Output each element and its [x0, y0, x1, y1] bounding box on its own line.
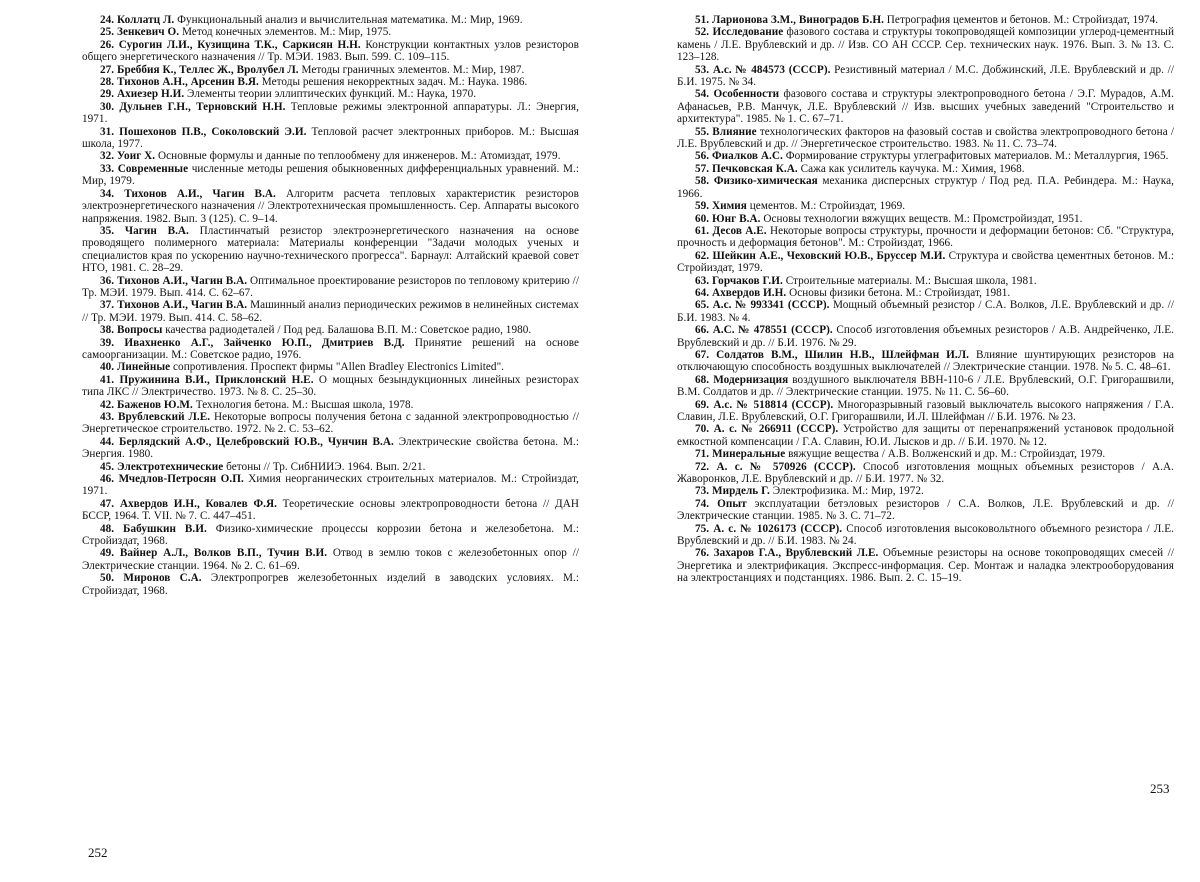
reference-number: 62.: [695, 249, 710, 262]
reference-author: Печковская К.А.: [712, 162, 798, 175]
reference-item: [677, 175, 1174, 200]
reference-number: 58.: [695, 175, 710, 188]
reference-item: [82, 436, 579, 461]
reference-item: [82, 473, 579, 498]
reference-author: Мчедлов-Петросян О.П.: [118, 473, 244, 486]
reference-item: [82, 547, 579, 572]
reference-number: 51.: [695, 14, 710, 26]
reference-number: 73.: [695, 485, 710, 498]
reference-number: 27.: [100, 63, 115, 76]
reference-item: [677, 523, 1174, 548]
reference-item: [677, 448, 1174, 460]
reference-item: [82, 411, 579, 436]
reference-author: Ахвердов И.Н.: [712, 286, 787, 299]
reference-number: 56.: [695, 150, 710, 163]
reference-item: [82, 361, 579, 373]
reference-item: [677, 299, 1174, 324]
reference-number: 71.: [695, 448, 710, 461]
reference-text: Метод конечных элементов. М.: Мир, 1975.: [181, 26, 392, 39]
reference-item: [82, 126, 579, 151]
reference-author: Фиалков А.С.: [712, 150, 783, 163]
reference-text: Машинный анализ периодических режимов в нелинейных системах // Тр. МЭИ. 1979. Вып. 414. С. 58–62.: [82, 299, 579, 324]
reference-author: Модернизация: [713, 373, 789, 386]
reference-text: Физико-химические процессы коррозии бетона и железобетона. М.: Стройиздат, 1968.: [82, 522, 579, 548]
reference-text: Функциональный анализ и вычислительная математика. М.: Мир, 1969.: [177, 14, 523, 26]
reference-number: 28.: [100, 76, 115, 89]
reference-item: [82, 374, 579, 399]
reference-text: Способ изготовления объемных резисторов / А.В. Андрейченко, Л.Е. Врублевский и др. // Б.И. 1976. № 29.: [677, 324, 1174, 349]
reference-number: 26.: [100, 38, 115, 51]
reference-number: 63.: [695, 274, 710, 287]
reference-author: Берлядский А.Ф., Целебровский Ю.В., Чунчин В.А.: [119, 435, 394, 448]
reference-text: Основы технологии вяжущих веществ. М.: Промстройиздат, 1951.: [763, 212, 1083, 225]
reference-text: Электрофизика. М.: Мир, 1972.: [772, 485, 924, 498]
reference-text: Способ изготовления мощных объемных резисторов / А.А. Жаворонков, Л.Е. Врублевский и др. // Б.И. 1977. № 32.: [677, 460, 1174, 486]
reference-author: Зенкевич О.: [117, 26, 180, 39]
reference-author: Ивахненко А.Г., Зайченко Ю.П., Дмитриев В.Д.: [124, 336, 405, 349]
reference-author: Тихонов А.И., Чагин В.А.: [124, 187, 276, 200]
reference-author: Миронов С.А.: [123, 572, 202, 585]
reference-number: 39.: [100, 336, 115, 349]
reference-author: Особенности: [713, 88, 780, 101]
reference-text: Объемные резисторы на основе токопроводящих смесей // Энергетика и электрификация. Экспресс-информация. Сер. Монтаж и наладка электрооборудования на электростанциях и подстанциях. 1986. Вып. 2. С. 15–19.: [677, 547, 1174, 585]
reference-author: Линейные: [117, 361, 171, 374]
reference-item: [677, 88, 1174, 125]
reference-number: 34.: [100, 187, 115, 200]
reference-author: Сурогин Л.И., Кузищина Т.К., Саркисян Н.Н.: [118, 38, 361, 51]
reference-author: Юнг В.А.: [712, 212, 761, 225]
reference-number: 32.: [100, 150, 115, 163]
reference-number: 75.: [695, 522, 710, 535]
reference-text: технологических факторов на фазовый состав и свойства электропроводного бетона / Л.Е. Врублевский и др. // Энергетическое строительство. 1983. № 11. С. 73–74.: [677, 125, 1174, 151]
reference-author: Десов А.Е.: [712, 224, 767, 237]
reference-item: [677, 250, 1174, 275]
reference-text: Алгоритм расчета тепловых характеристик резисторов электроэнергетического назначения // Электротехническая промышленность. Сер. Аппараты высокого напряжения. 1982. Вып. 3 (125). С. 9–14.: [82, 187, 579, 225]
reference-text: Оптимальное проектирование резисторов по тепловому критерию // Тр. МЭИ. 1979. Вып. 414. С. 62–67.: [82, 274, 579, 299]
reference-text: Методы решения некорректных задач. М.: Наука. 1986.: [261, 76, 528, 89]
reference-number: 25.: [100, 26, 115, 39]
reference-item: [82, 39, 579, 64]
reference-author: А.с. № 484573 (СССР).: [712, 63, 831, 76]
reference-number: 68.: [695, 373, 710, 386]
reference-author: Захаров Г.А., Врублевский Л.Е.: [713, 547, 879, 560]
reference-item: [677, 324, 1174, 349]
reference-number: 48.: [100, 522, 115, 535]
reference-number: 52.: [695, 26, 710, 39]
reference-author: А.с. № 518814 (СССР).: [713, 398, 834, 411]
reference-number: 54.: [695, 88, 710, 101]
reference-item: [82, 188, 579, 225]
reference-item: [82, 76, 579, 88]
reference-number: 44.: [100, 435, 115, 448]
reference-item: [677, 26, 1174, 63]
reference-text: Резистивный материал / М.С. Добжинский, Л.Е. Врублевский и др. // Б.И. 1975. № 34.: [677, 63, 1175, 89]
reference-number: 70.: [695, 423, 710, 436]
reference-number: 65.: [695, 299, 710, 312]
page-number-left: 252: [88, 845, 108, 860]
reference-item: [82, 523, 579, 548]
reference-author: Вопросы: [117, 324, 163, 337]
reference-item: [82, 14, 579, 26]
reference-author: Химия: [712, 200, 747, 213]
reference-number: 50.: [100, 572, 115, 585]
reference-number: 64.: [695, 286, 710, 299]
reference-item: [82, 101, 579, 126]
reference-text: Структура и свойства цементных бетонов. М.: Стройиздат, 1979.: [677, 249, 1174, 275]
reference-number: 49.: [100, 547, 115, 560]
reference-number: 46.: [100, 473, 115, 486]
reference-item: [677, 14, 1174, 26]
reference-item: [677, 374, 1174, 399]
reference-item: [677, 64, 1174, 89]
reference-text: Принятие решений на основе самоорганизации. М.: Советское радио, 1976.: [82, 336, 580, 361]
reference-text: Основные формулы и данные по теплообмену для инженеров. М.: Атомиздат, 1979.: [158, 150, 561, 163]
reference-list-right: [677, 14, 1174, 585]
page-number-right: 253: [1150, 781, 1170, 796]
reference-item: [82, 461, 579, 473]
reference-item: [82, 324, 579, 336]
reference-author: Вайнер А.Л., Волков В.П., Тучин В.И.: [119, 547, 328, 560]
reference-item: [82, 26, 579, 38]
reference-item: [677, 126, 1174, 151]
reference-author: Дульнев Г.Н., Терновский Н.Н.: [119, 100, 286, 113]
reference-text: численные методы решения обыкновенных дифференциальных уравнений. М.: Мир, 1979.: [82, 162, 579, 188]
reference-text: цементов. М.: Стройиздат, 1969.: [749, 200, 906, 213]
reference-text: Основы физики бетона. М.: Стройиздат, 1981.: [789, 286, 1011, 299]
reference-author: Ахиезер Н.И.: [117, 88, 185, 101]
reference-author: Электротехнические: [117, 460, 224, 473]
reference-text: Технология бетона. М.: Высшая школа, 1978.: [195, 398, 414, 411]
reference-number: 76.: [695, 547, 710, 560]
reference-author: Ахвердов И.Н., Ковалев Ф.Я.: [119, 497, 277, 510]
reference-item: [82, 498, 579, 523]
reference-number: 60.: [695, 212, 710, 225]
reference-item: [677, 163, 1174, 175]
reference-item: [677, 498, 1174, 523]
reference-number: 59.: [695, 200, 710, 213]
reference-text: механика дисперсных структур / Под ред. П.А. Ребиндера. М.: Наука, 1966.: [677, 175, 1174, 200]
reference-author: А.с. № 993341 (СССР).: [712, 299, 830, 312]
reference-item: [677, 423, 1174, 448]
reference-text: фазового состава и структуры электропроводного бетона / Э.Г. Мурадов, А.М. Афанасьев, Р.В. Манчук, Л.Е. Врублевский // Изв. высших учебных заведений "Строительство и архитектура". 1985. № 1. С. 67–71.: [677, 88, 1174, 126]
reference-text: Конструкции контактных узлов резисторов общего энергетического назначения // Тр. МЭИ. 1983. Вып. 599. С. 109–115.: [82, 38, 579, 64]
reference-author: Исследование: [712, 26, 784, 39]
reference-author: Опыт: [717, 497, 747, 510]
reference-item: [82, 399, 579, 411]
reference-text: Отвод в землю токов с железобетонных опор // Электрические станции. 1964. № 2. С. 61–69.: [82, 547, 579, 572]
reference-author: Пружинина В.И., Приклонский Н.Е.: [119, 373, 314, 386]
reference-number: 29.: [100, 88, 115, 101]
reference-item: [82, 163, 579, 188]
reference-text: сопротивления. Проспект фирмы "Allen Bradley Electronics Limited".: [173, 361, 505, 374]
reference-number: 66.: [695, 324, 710, 337]
reference-text: Методы граничных элементов. М.: Мир, 1987.: [301, 63, 525, 76]
reference-number: 43.: [100, 411, 115, 423]
reference-item: [82, 88, 579, 100]
reference-text: Некоторые вопросы структуры, прочности и деформации бетонов: Сб. "Структура, прочность и деформация бетонов". М.: Стройиздат, 1966.: [677, 224, 1174, 250]
reference-text: Формирование структуры углеграфитовых материалов. М.: Металлургия, 1965.: [785, 150, 1169, 163]
reference-author: Чагин В.А.: [124, 224, 189, 237]
reference-number: 67.: [695, 348, 710, 361]
reference-number: 35.: [100, 224, 115, 237]
reference-text: Петрография цементов и бетонов. М.: Стройиздат, 1974.: [886, 14, 1159, 26]
reference-text: Многоразрывный газовый выключатель высокого напряжения / Г.А. Славин, Л.Е. Врублевский, О.Г. Григорашвили, И.Л. Шлейфман // Б.И. 1976. № 23.: [677, 398, 1174, 423]
reference-item: [677, 349, 1174, 374]
reference-item: [677, 485, 1174, 497]
reference-text: Электропрогрев железобетонных изделий в заводских условиях. М.: Стройиздат, 1968.: [82, 572, 579, 597]
reference-author: Бабушкин В.И.: [123, 522, 207, 535]
reference-author: Горчаков Г.И.: [712, 274, 783, 287]
reference-number: 40.: [100, 361, 115, 374]
reference-text: Элементы теории эллиптических функций. М.: Наука, 1970.: [187, 88, 477, 101]
reference-author: Ларионова З.М., Виноградов Б.Н.: [712, 14, 884, 26]
reference-author: Влияние: [712, 125, 757, 138]
reference-number: 24.: [100, 14, 115, 26]
reference-author: Бреббия К., Теллес Ж., Вролубел Л.: [117, 63, 299, 76]
reference-text: бетоны // Тр. СибНИИЭ. 1964. Вып. 2/21.: [226, 460, 426, 473]
reference-author: А. с. № 1026173 (СССР).: [713, 522, 843, 535]
reference-item: [82, 150, 579, 162]
reference-number: 33.: [100, 162, 115, 175]
reference-text: Сажа как усилитель каучука. М.: Химия, 1968.: [800, 162, 1025, 175]
reference-author: Пошехонов П.В., Соколовский Э.И.: [119, 125, 307, 138]
reference-author: Тихонов А.И., Чагин В.А.: [117, 299, 248, 312]
reference-number: 31.: [100, 125, 115, 138]
reference-text: воздушного выключателя ВВН-110-6 / Л.Е. Врублевский, О.Г. Григорашвили, В.М. Солдатов и др. // Электрические станции. 1975. № 11. С. 56–60.: [677, 373, 1174, 399]
reference-item: [82, 572, 579, 597]
reference-item: [677, 399, 1174, 424]
reference-text: фазового состава и структуры токопроводящей композиции углерод-цементный камень / Л.Е. Врублевский и др. // Изв. СО АН СССР. Сер. технических наук. 1976. Вып. 3. № 13. С. 123–128.: [677, 26, 1174, 64]
reference-number: 53.: [695, 63, 710, 76]
reference-number: 69.: [695, 398, 710, 411]
reference-number: 38.: [100, 324, 115, 337]
reference-text: Электрические свойства бетона. М.: Энергия. 1980.: [82, 435, 579, 461]
reference-text: Устройство для защиты от перенапряжений установок продольной емкостной компенсации / Г.А. Славин, Ю.И. Лысков и др. // Б.И. 1970. № 12.: [677, 423, 1174, 448]
reference-author: А.С. № 478551 (СССР).: [712, 324, 833, 337]
reference-author: Физико-химическая: [713, 175, 818, 188]
reference-number: 57.: [695, 162, 710, 175]
reference-author: Баженов Ю.М.: [117, 398, 193, 411]
reference-number: 42.: [100, 398, 115, 411]
left-page: [82, 14, 579, 597]
reference-author: Мирдель Г.: [712, 485, 770, 498]
reference-item: [82, 225, 579, 275]
reference-author: Коллатц Л.: [117, 14, 175, 26]
reference-text: Строительные материалы. М.: Высшая школа, 1981.: [785, 274, 1037, 287]
reference-number: 41.: [100, 373, 115, 386]
reference-text: Влияние шунтирующих резисторов на отключающую способность воздушных выключателей // Электрические станции. 1978. № 5. С. 48–61.: [677, 348, 1175, 374]
reference-author: Солдатов В.М., Шилин Н.В., Шлейфман И.Л.: [716, 348, 969, 361]
right-page: [677, 14, 1174, 585]
reference-text: вяжущие вещества / А.В. Волженский и др. М.: Стройиздат, 1979.: [788, 448, 1106, 461]
reference-text: эксплуатации бетэловых резисторов / С.А. Волков, Л.Е. Врублевский и др. // Электрические станции. 1985. № 3. С. 71–72.: [677, 497, 1174, 523]
reference-item: [677, 287, 1174, 299]
reference-author: Тихонов А.Н., Арсенин В.Я.: [117, 76, 259, 89]
reference-item: [677, 461, 1174, 486]
reference-author: Минеральные: [712, 448, 786, 461]
reference-author: Врублевский Л.Е.: [118, 411, 211, 423]
reference-text: О мощных безындукционных линейных резисторах типа ЛКС // Электричество. 1973. № 8. С. 25–30.: [82, 373, 579, 399]
reference-author: А. с. № 266911 (СССР).: [713, 423, 839, 436]
reference-text: Тепловые режимы электронной аппаратуры. Л.: Энергия, 1971.: [82, 100, 579, 126]
reference-author: Тихонов А.И., Чагин В.А.: [117, 274, 248, 287]
reference-number: 55.: [695, 125, 710, 138]
reference-number: 72.: [695, 460, 710, 473]
reference-text: Теоретические основы электропроводности бетона // ДАН БССР, 1964. Т. VII. № 7. С. 447–451.: [82, 497, 579, 523]
reference-author: А. с. № 570926 (СССР).: [716, 460, 856, 473]
reference-number: 36.: [100, 274, 115, 287]
reference-number: 30.: [100, 100, 115, 113]
reference-item: [677, 200, 1174, 212]
reference-number: 37.: [100, 299, 115, 312]
reference-text: Тепловой расчет электронных приборов. М.: Высшая школа, 1977.: [82, 125, 579, 151]
reference-text: качества радиодеталей / Под ред. Балашова В.П. М.: Советское радио, 1980.: [165, 324, 532, 337]
reference-text: Способ изготовления высоковольтного объемного резистора / Л.Е. Врублевский и др. // Б.И. 1983. № 24.: [677, 522, 1174, 548]
reference-item: [677, 547, 1174, 584]
reference-number: 61.: [695, 224, 710, 237]
reference-item: [82, 275, 579, 300]
reference-number: 74.: [695, 497, 710, 510]
reference-item: [677, 150, 1174, 162]
reference-number: 45.: [100, 460, 115, 473]
reference-item: [82, 337, 579, 362]
reference-author: Шейкин А.Е., Чеховский Ю.В., Бруссер М.И.: [712, 249, 946, 262]
reference-item: [82, 299, 579, 324]
reference-item: [82, 64, 579, 76]
reference-list-left: [82, 14, 579, 597]
reference-item: [677, 213, 1174, 225]
reference-text: Мощный объемный резистор / С.А. Волков, Л.Е. Врублевский и др. // Б.И. 1983. № 4.: [677, 299, 1174, 324]
reference-author: Уоиг Х.: [117, 150, 156, 163]
reference-text: Некоторые вопросы получения бетона с заданной электропроводностью // Энергетическое строительство. 1972. № 2. С. 53–62.: [82, 411, 579, 436]
reference-author: Современные: [117, 162, 189, 175]
reference-text: Химия неорганических строительных материалов. М.: Стройиздат, 1971.: [82, 473, 579, 498]
reference-text: Пластинчатый резистор электроэнергетического назначения на основе проводящего полимерного материала: Материалы конференции "Задачи молодых ученых и специалистов края по ускорению научно-технического прогресса". Барнаул: Алтайский краевой совет НТО, 1981. С. 28–29.: [82, 224, 579, 275]
reference-number: 47.: [100, 497, 115, 510]
reference-item: [677, 225, 1174, 250]
reference-item: [677, 275, 1174, 287]
